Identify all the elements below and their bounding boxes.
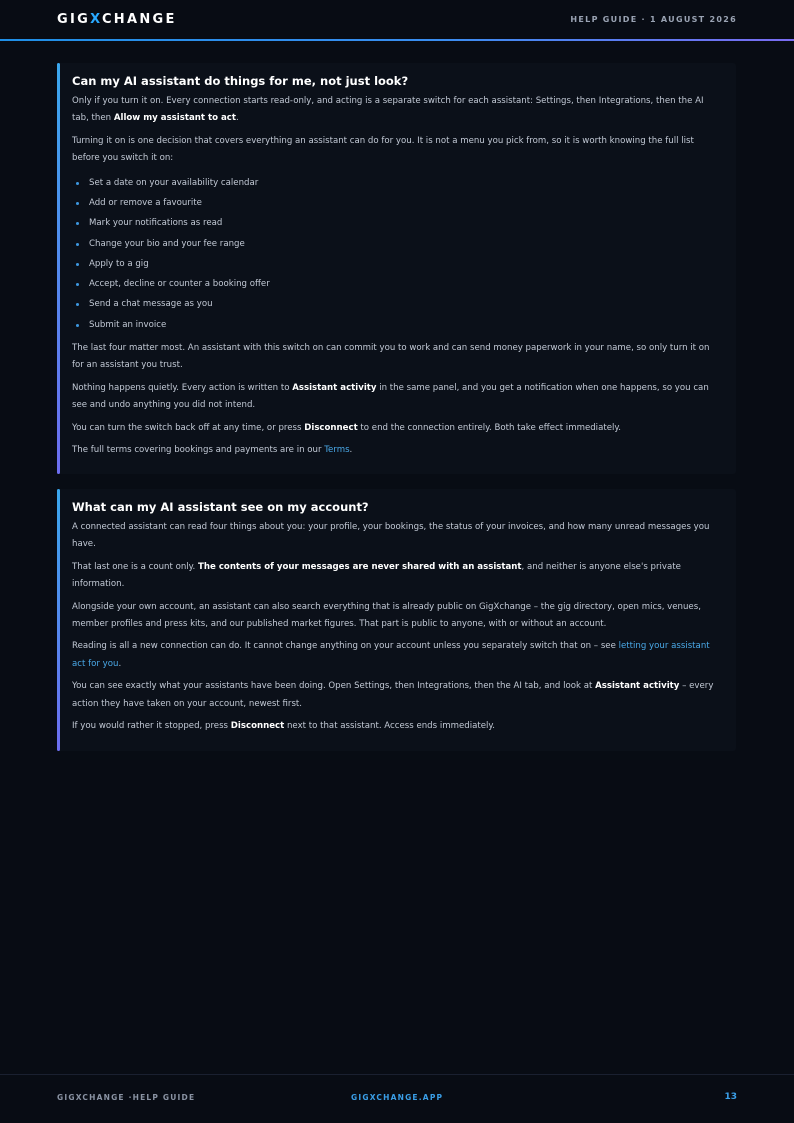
bullet-icon <box>76 182 79 185</box>
faq-paragraph: The last four matter most. An assistant with this switch on can commit you to work and can send money paperwork in your name, so only turn it on for an assistant you trust. <box>72 343 710 371</box>
bullet-icon <box>76 283 79 286</box>
header-divider <box>0 39 794 41</box>
list-item: Change your bio and your fee range <box>72 234 722 254</box>
faq-paragraph: Nothing happens quietly. Every action is written to Assistant activity in the same panel, and you get a notification when one happens, so you can see and undo anything you did not intend. <box>72 382 709 411</box>
faq-card-assistant-see <box>57 489 736 751</box>
bullet-icon <box>76 222 79 225</box>
faq-paragraph: Only if you turn it on. Every connection starts read-only, and acting is a separate switch for each assistant: Settings, then Integrations, then the AI tab, then Allow my assistant to act. <box>72 96 704 124</box>
list-item: Add or remove a favourite <box>72 193 722 213</box>
list-item: Mark your notifications as read <box>72 213 722 233</box>
page-number: 13 <box>724 1092 737 1102</box>
header-meta: HELP GUIDE · 1 AUGUST 2026 <box>570 15 737 24</box>
page-header <box>0 0 794 40</box>
terms-link[interactable]: Terms <box>324 445 350 456</box>
faq-paragraph: Turning it on is one decision that covers everything an assistant can do for you. It is not a menu you pick from, so it is worth knowing the full list before you switch it on: <box>72 135 694 164</box>
faq-paragraph: You can see exactly what your assistants have been doing. Open Settings, then Integrations, then the AI tab, and look at Assistant activity – every action they have taken on your account, newest first. <box>72 681 714 709</box>
faq-paragraph: Reading is all a new connection can do. It cannot change anything on your account unless you separately switch that on – see letting your assistant act for you. <box>72 641 710 669</box>
bullet-icon <box>76 202 79 205</box>
faq-paragraph: Alongside your own account, an assistant can also search everything that is already public on GigXchange – the gig directory, open mics, venues, member profiles and press kits, and our published market figures. That part is public to anyone, with or without an account. <box>72 601 701 630</box>
footer-site-link[interactable]: GIGXCHANGE.APP <box>351 1093 444 1102</box>
faq-paragraph: If you would rather it stopped, press Disconnect next to that assistant. Access ends immediately. <box>72 721 496 732</box>
bullet-icon <box>76 243 79 246</box>
faq-card-assistant-act <box>57 63 736 474</box>
bullet-icon <box>76 303 79 306</box>
list-item: Submit an invoice <box>72 315 722 335</box>
bullet-icon <box>76 263 79 266</box>
faq-paragraph: A connected assistant can read four things about you: your profile, your bookings, the status of your invoices, and how many unread messages you have. <box>72 522 710 550</box>
footer-brand: GIGXCHANGE ·HELP GUIDE <box>57 1093 196 1102</box>
list-item: Apply to a gig <box>72 254 722 274</box>
list-item: Set a date on your availability calendar <box>72 173 722 193</box>
faq-paragraph: That last one is a count only. The contents of your messages are never shared with an assistant, and neither is anyone else's private information. <box>72 561 681 590</box>
logo-text-start: GIG <box>57 12 91 27</box>
list-item: Send a chat message as you <box>72 294 722 314</box>
faq-title: What can my AI assistant see on my account? <box>72 500 369 514</box>
footer-divider <box>0 1074 794 1075</box>
bullet-icon <box>76 324 79 327</box>
gigxchange-logo[interactable] <box>57 12 177 27</box>
logo-text-end: CHANGE <box>101 12 177 27</box>
list-item: Accept, decline or counter a booking offer <box>72 274 722 294</box>
logo-text-x: X <box>90 12 102 27</box>
faq-paragraph: The full terms covering bookings and payments are in our Terms. <box>72 445 353 456</box>
faq-title: Can my AI assistant do things for me, not just look? <box>72 74 409 88</box>
actions-list <box>72 173 722 335</box>
assistant-act-link[interactable]: letting your assistant act for you <box>72 641 710 669</box>
faq-paragraph: You can turn the switch back off at any time, or press Disconnect to end the connection entirely. Both take effect immediately. <box>72 422 621 433</box>
